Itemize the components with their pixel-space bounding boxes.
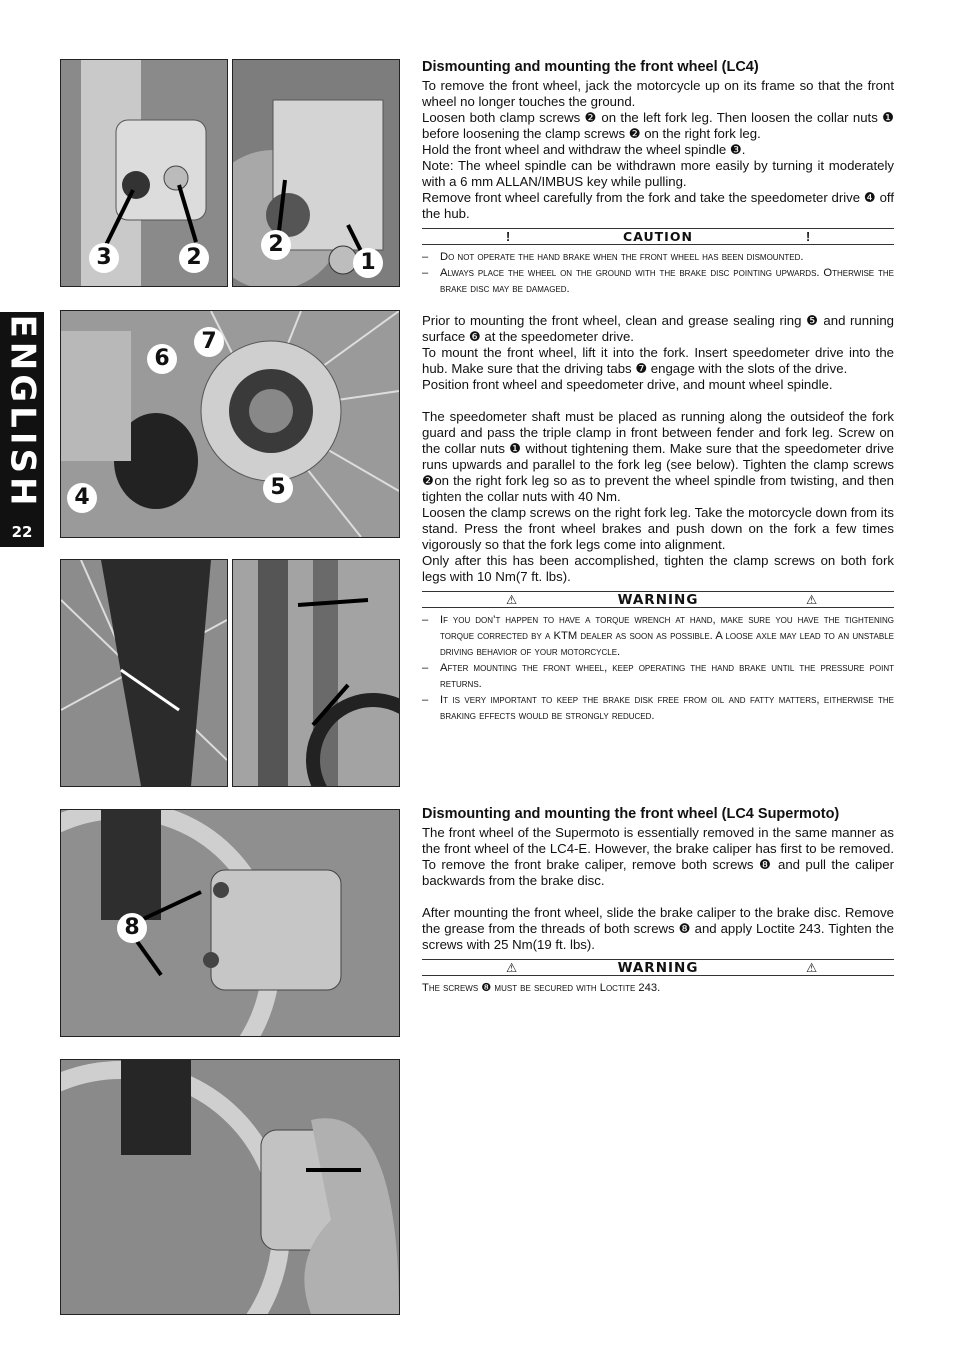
paragraph: Position front wheel and speedometer drive, and mount wheel spindle.: [422, 377, 833, 392]
paragraph: The front wheel of the Supermoto is essentially removed in the same manner as the front wheel of the LC4-E. However, the brake caliper has first to be removed. To remove the front brake caliper, remove both screws ❽ and pull the caliper backwards from the brake disc.: [422, 825, 894, 888]
section-heading-lc4: Dismounting and mounting the front wheel (LC4): [422, 59, 759, 75]
fork-leg-illustration: [233, 560, 399, 786]
callout-8: 8: [117, 913, 147, 943]
warning-bar: [422, 959, 894, 976]
callout-4: 4: [67, 483, 97, 513]
photo-brake-caliper-screws: [60, 809, 400, 1037]
list-item: – Do not operate the hand brake when the front wheel has been dismounted.: [422, 251, 804, 263]
list-item: – After mounting the front wheel, keep operating the hand brake until the pressure point returns.: [422, 662, 894, 690]
text-column: [422, 59, 894, 724]
caution-marker: !: [506, 230, 512, 244]
photo-fork-left-clamp: [60, 59, 228, 287]
callout-6: 6: [147, 344, 177, 374]
warning-icon: ⚠: [806, 961, 819, 975]
warning-note: The screws ❽ must be secured with Loctite 243.: [422, 982, 661, 994]
warning-bar: [422, 591, 894, 608]
language-tab: [0, 312, 44, 547]
paragraph: Note: The wheel spindle can be withdrawn more easily by turning it moderately with a 6 mm ALLAN/IMBUS key while pulling.: [422, 158, 894, 189]
fork-guard-illustration: [61, 560, 227, 786]
caution-list: [422, 249, 894, 297]
callout-1: 1: [353, 248, 383, 278]
hub-speedometer-illustration: [61, 311, 399, 537]
list-item: – Always place the wheel on the ground with the brake disc pointing upwards. Otherwise the brake disc may be damaged.: [422, 267, 894, 295]
text-column-supermoto: [422, 806, 894, 996]
brake-caliper-illustration: [61, 810, 399, 1036]
list-dash: –: [422, 614, 429, 626]
paragraph: Loosen both clamp screws ❷ on the left fork leg. Then loosen the collar nuts ❶ before loosening the clamp screws ❷ on the right fork leg.: [422, 110, 894, 141]
warning-label: WARNING: [617, 960, 699, 976]
caution-bar: [422, 228, 894, 245]
warning-icon: ⚠: [806, 593, 819, 607]
list-item: – It is very important to keep the brake disk free from oil and fatty matters, eitherwise the braking effects would be strongly reduced.: [422, 694, 894, 722]
paragraph: Remove front wheel carefully from the fork and take the speedometer drive ❹ off the hub.: [422, 190, 894, 221]
paragraph: Loosen the clamp screws on the right fork leg. Take the motorcycle down from its stand. Press the front wheel brakes and push down on the fork a few times vigorously so that the fork legs come into alignment.: [422, 505, 894, 552]
list-dash: –: [422, 251, 429, 263]
paragraph: To remove the front wheel, jack the motorcycle up on its frame so that the front wheel no longer touches the ground.: [422, 78, 894, 109]
paragraph: To mount the front wheel, lift it into the fork. Insert speedometer drive into the hub. Make sure that the driving tabs ❼ engage with the slots of the drive.: [422, 345, 894, 376]
paragraph: Hold the front wheel and withdraw the wheel spindle ❸.: [422, 142, 746, 157]
photo-brake-caliper-removal: [60, 1059, 400, 1315]
caliper-removal-illustration: [61, 1060, 399, 1314]
caution-marker: !: [806, 230, 812, 244]
warning-icon: ⚠: [506, 961, 519, 975]
callout-7: 7: [194, 327, 224, 357]
section-heading-supermoto: Dismounting and mounting the front wheel (LC4 Supermoto): [422, 806, 840, 822]
paragraph: Only after this has been accomplished, tighten the clamp screws on both fork legs with 10 Nm(7 ft. lbs).: [422, 553, 894, 584]
photo-fork-right-clamp: [232, 59, 400, 287]
language-tab-title: ENGLISH: [2, 314, 43, 510]
list-dash: –: [422, 662, 429, 674]
callout-2: 2: [261, 230, 291, 260]
page-number: 22: [11, 523, 33, 541]
list-item: – If you don’t happen to have a torque wrench at hand, make sure you have the tightening torque corrected by a KTM dealer as soon as possible. A loose axle may lead to an unstable driving behavior of your motorcycle.: [422, 614, 894, 658]
warning-icon: ⚠: [506, 593, 519, 607]
warning-list: [422, 612, 894, 724]
photo-speedometer-drive: [60, 310, 400, 538]
paragraph: After mounting the front wheel, slide the brake caliper to the brake disc. Remove the grease from the threads of both screws ❽ and apply Loctite 243. Tighten the screws with 25 Nm(19 ft. lbs).: [422, 905, 894, 952]
list-dash: –: [422, 694, 429, 706]
callout-5: 5: [263, 473, 293, 503]
photo-speedo-shaft-routing-2: [232, 559, 400, 787]
paragraph: Prior to mounting the front wheel, clean and grease sealing ring ❺ and running surface ❻ at the speedometer drive.: [422, 313, 894, 344]
list-dash: –: [422, 267, 429, 279]
warning-label: WARNING: [617, 592, 699, 608]
photo-speedo-shaft-routing-1: [60, 559, 228, 787]
caution-label: CAUTION: [623, 229, 693, 244]
paragraph: The speedometer shaft must be placed as running along the outsideof the fork guard and pass the triple clamp in front between fender and fork leg. Screw on the collar nuts ❶ without tightening them. Make sure that the speedometer drive runs upwards and parallel to the fork leg (see below). Tighten the clamp screws ❷on the right fork leg so as to prevent the wheel spindle from twisting, and then tighten the collar nuts with 40 Nm.: [422, 409, 894, 504]
callout-2: 2: [179, 243, 209, 273]
callout-3: 3: [89, 243, 119, 273]
